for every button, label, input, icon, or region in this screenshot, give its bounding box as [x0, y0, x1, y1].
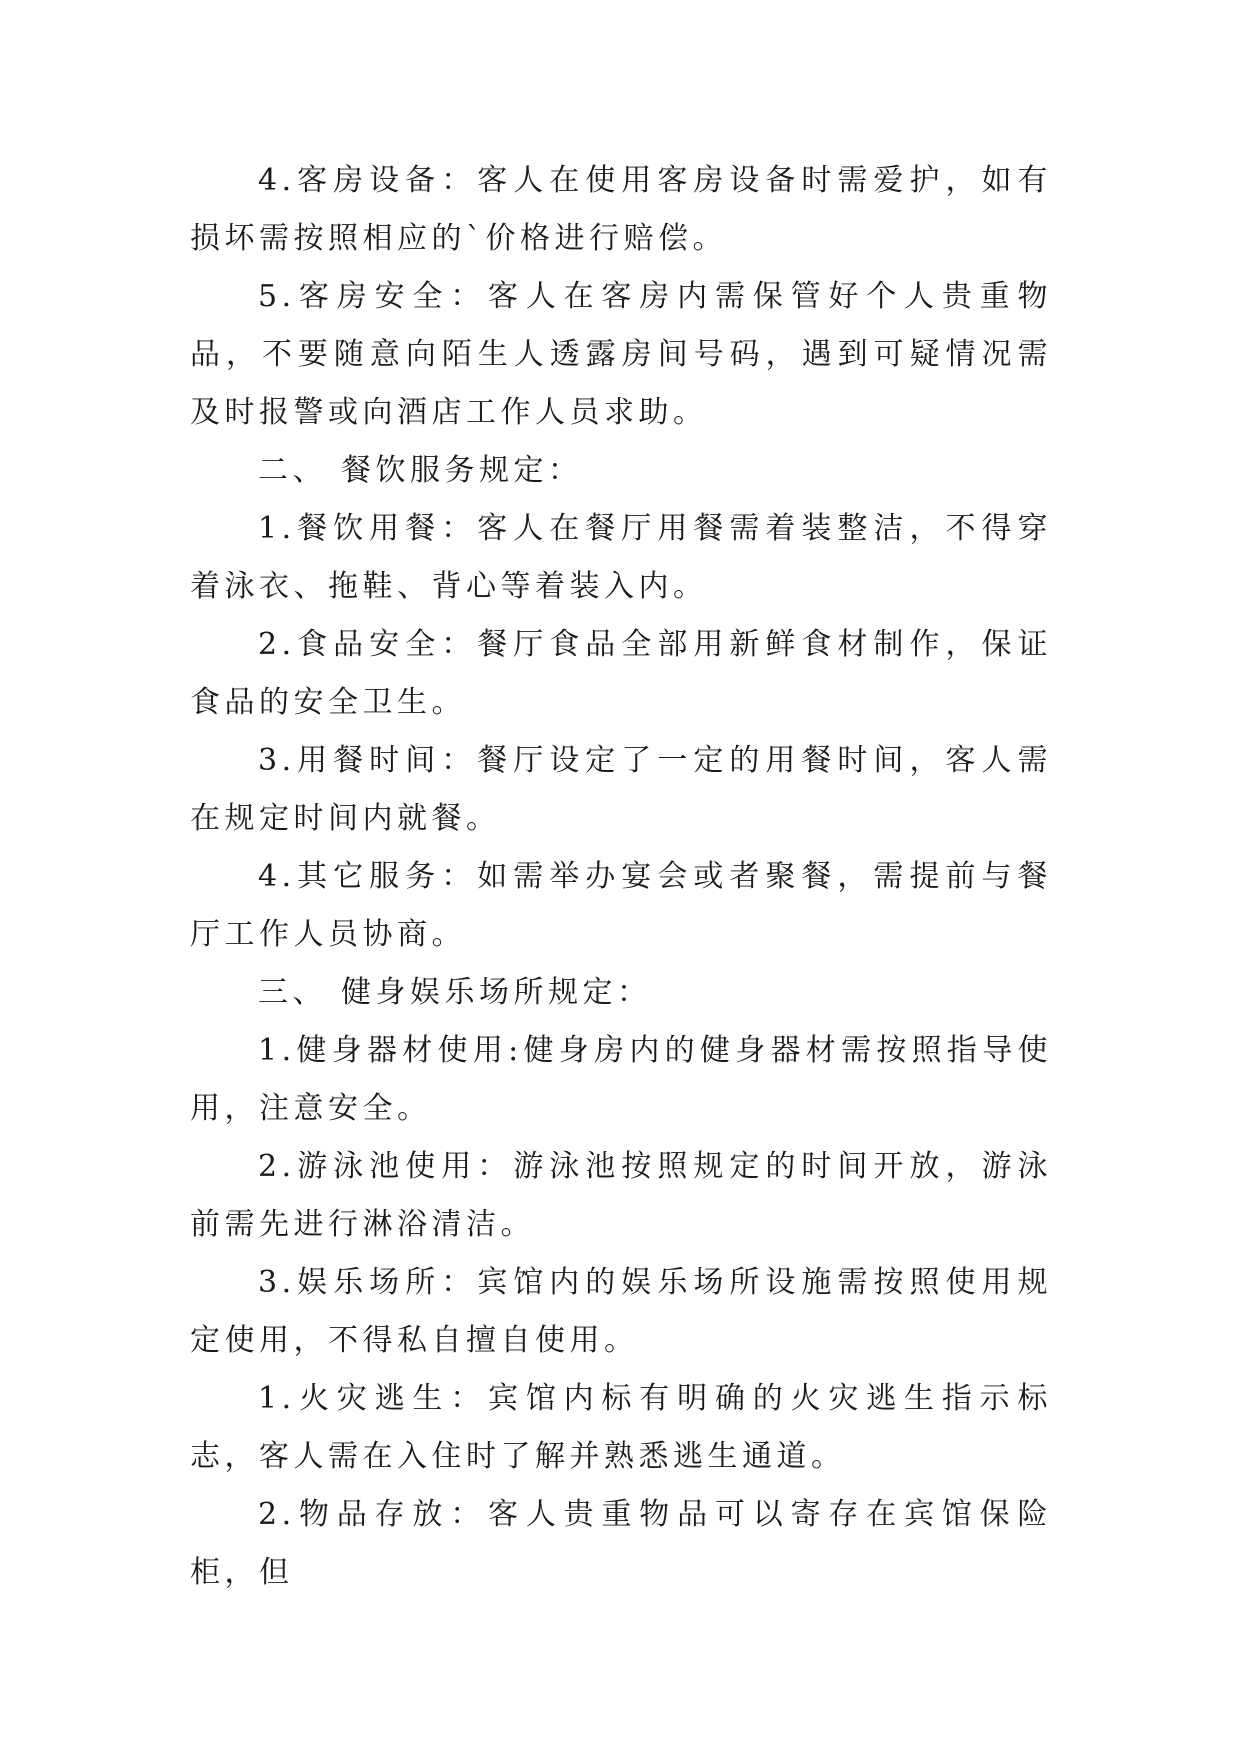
document-body — [190, 152, 1052, 1602]
paragraph-meal-time: 3.用餐时间：餐厅设定了一定的用餐时间，客人需在规定时间内就餐。 — [190, 743, 1052, 836]
paragraph-room-safety: 5.客房安全：客人在客房内需保管好个人贵重物品，不要随意向陌生人透露房间号码，遇到可疑情况需及时报警或向酒店工作人员求助。 — [190, 279, 1052, 430]
section-heading-dining: 二、 餐饮服务规定： — [258, 453, 583, 488]
paragraph-food-safety: 2.食品安全：餐厅食品全部用新鲜食材制作，保证食品的安全卫生。 — [190, 627, 1052, 720]
paragraph-other-services: 4.其它服务：如需举办宴会或者聚餐，需提前与餐厅工作人员协商。 — [190, 859, 1052, 952]
paragraph-entertainment: 3.娱乐场所：宾馆内的娱乐场所设施需按照使用规定使用，不得私自擅自使用。 — [190, 1265, 1052, 1358]
paragraph-room-equipment: 4.客房设备：客人在使用客房设备时需爱护，如有损坏需按照相应的`价格进行赔偿。 — [190, 163, 1052, 256]
paragraph-fitness-equipment: 1.健身器材使用:健身房内的健身器材需按照指导使用，注意安全。 — [190, 1033, 1052, 1126]
section-heading-fitness: 三、 健身娱乐场所规定： — [258, 975, 652, 1010]
paragraph-item-storage: 2.物品存放：客人贵重物品可以寄存在宾馆保险柜，但 — [190, 1497, 1052, 1590]
paragraph-swimming-pool: 2.游泳池使用：游泳池按照规定的时间开放，游泳前需先进行淋浴清洁。 — [190, 1149, 1052, 1242]
paragraph-fire-escape: 1.火灾逃生：宾馆内标有明确的火灾逃生指示标志，客人需在入住时了解并熟悉逃生通道。 — [190, 1381, 1052, 1474]
paragraph-dining-meals: 1.餐饮用餐：客人在餐厅用餐需着装整洁，不得穿着泳衣、拖鞋、背心等着装入内。 — [190, 511, 1052, 604]
